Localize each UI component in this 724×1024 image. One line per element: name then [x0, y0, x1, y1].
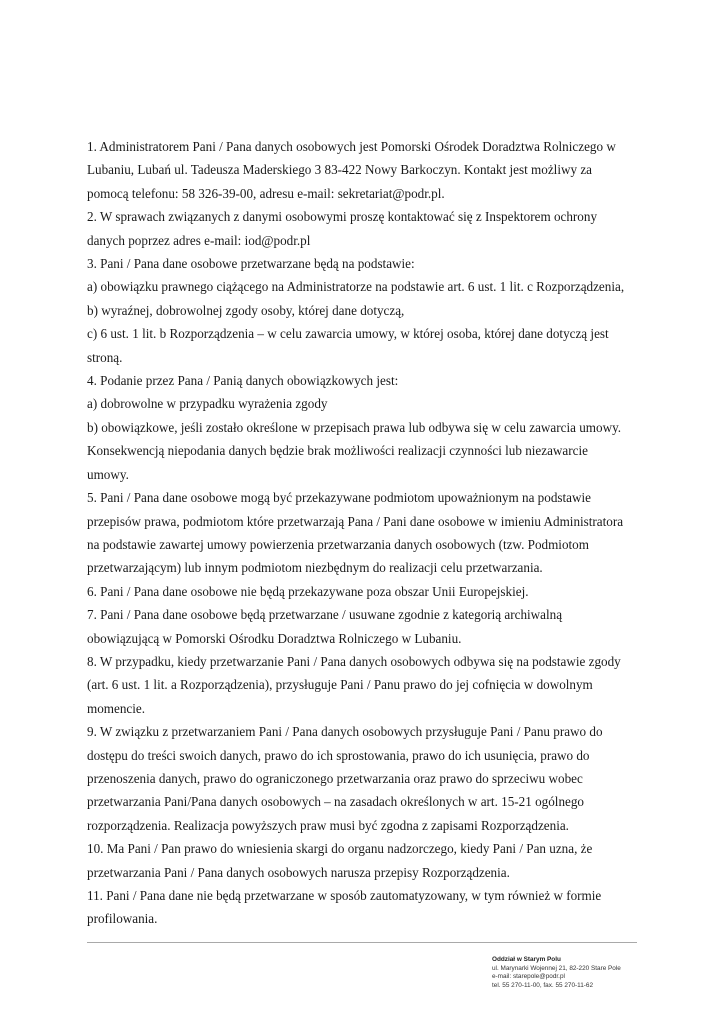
text-line: c) 6 ust. 1 lit. b Rozporządzenia – w celu zawarcia umowy, w której osoba, której dane dotyczą jest	[87, 326, 609, 342]
text-line: dostępu do treści swoich danych, prawo do ich sprostowania, prawo do ich usunięcia, prawo do	[87, 747, 590, 763]
text-line: profilowania.	[87, 911, 158, 927]
footer-email: e-mail: starepole@podr.pl	[492, 973, 565, 980]
text-line: stroną.	[87, 349, 123, 365]
footer-office-name: Oddział w Starym Polu	[492, 956, 561, 963]
text-line: 8. W przypadku, kiedy przetwarzanie Pani / Pana danych osobowych odbywa się na podstawie zgody	[87, 653, 621, 669]
text-line: pomocą telefonu: 58 326-39-00, adresu e-mail: sekretariat@podr.pl.	[87, 185, 445, 201]
text-line: 4. Podanie przez Pana / Panią danych obowiązkowych jest:	[87, 373, 399, 389]
text-line: 6. Pani / Pana dane osobowe nie będą przekazywane poza obszar Unii Europejskiej.	[87, 583, 529, 599]
text-line: Lubaniu, Lubań ul. Tadeusza Maderskiego 3 83-422 Nowy Barkoczyn. Kontakt jest możliwy za	[87, 162, 592, 178]
text-line: a) dobrowolne w przypadku wyrażenia zgody	[87, 396, 328, 412]
text-line: 10. Ma Pani / Pan prawo do wniesienia skargi do organu nadzorczego, kiedy Pani / Pan uzna, że	[87, 841, 593, 857]
text-line: przetwarzającym) lub innym podmiotom niezbędnym do realizacji celu przetwarzania.	[87, 560, 543, 576]
footer-address: ul. Marynarki Wojennej 21, 82-220 Stare Pole	[492, 964, 621, 972]
text-line: momencie.	[87, 700, 146, 716]
text-line: 11. Pani / Pana dane nie będą przetwarzane w sposób zautomatyzowany, w tym również w formie	[87, 888, 602, 903]
text-line: 5. Pani / Pana dane osobowe mogą być przekazywane podmiotom upoważnionym na podstawie	[87, 490, 591, 506]
text-line: obowiązującą w Pomorski Ośrodku Doradztwa Rolniczego w Lubaniu.	[87, 630, 462, 646]
text-line: przepisów prawa, podmiotom które przetwarzają Pana / Pani dane osobowe w imieniu Administratora	[87, 513, 624, 529]
text-line: Konsekwencją niepodania danych będzie brak możliwości realizacji czynności lub niezawarcie	[87, 443, 588, 459]
text-line: a) obowiązku prawnego ciążącego na Administratorze na podstawie art. 6 ust. 1 lit. c Rozporządzenia,	[87, 279, 625, 295]
text-line: przetwarzania Pani / Pana danych osobowych narusza przepisy Rozporządzenia.	[87, 864, 510, 880]
document-body	[87, 135, 647, 931]
text-line: b) obowiązkowe, jeśli zostało określone w przepisach prawa lub odbywa się w celu zawarcia umowy.	[87, 419, 622, 435]
text-line: 7. Pani / Pana dane osobowe będą przetwarzane / usuwane zgodnie z kategorią archiwalną	[87, 607, 563, 623]
footer-contact	[492, 956, 692, 990]
text-line: 1. Administratorem Pani / Pana danych osobowych jest Pomorski Ośrodek Doradztwa Rolniczego w	[87, 139, 616, 154]
text-line: 3. Pani / Pana dane osobowe przetwarzane będą na podstawie:	[87, 256, 415, 272]
text-line: przenoszenia danych, prawo do ograniczonego przetwarzania oraz prawo do sprzeciwu wobec	[87, 770, 583, 786]
text-line: b) wyraźnej, dobrowolnej zgody osoby, której dane dotyczą,	[87, 302, 405, 318]
text-line: umowy.	[87, 466, 129, 482]
text-line: przetwarzania Pani/Pana danych osobowych – na zasadach określonych w art. 15-21 ogólnego	[87, 794, 584, 810]
text-line: 9. W związku z przetwarzaniem Pani / Pana danych osobowych przysługuje Pani / Panu prawo do	[87, 724, 603, 740]
text-line: danych poprzez adres e-mail: iod@podr.pl	[87, 232, 311, 248]
text-line: 2. W sprawach związanych z danymi osobowymi proszę kontaktować się z Inspektorem ochrony	[87, 209, 598, 225]
text-line: (art. 6 ust. 1 lit. a Rozporządzenia), przysługuje Pani / Panu prawo do jej cofnięcia w dowolnym	[87, 677, 593, 693]
footer-divider	[87, 942, 637, 943]
footer-phone: tel. 55 270-11-00, fax. 55 270-11-62	[492, 981, 594, 989]
text-line: na podstawie zawartej umowy powierzenia przetwarzania danych osobowych (tzw. Podmiotom	[87, 536, 589, 552]
text-line: rozporządzenia. Realizacja powyższych praw musi być zgodna z zapisami Rozporządzenia.	[87, 817, 569, 833]
